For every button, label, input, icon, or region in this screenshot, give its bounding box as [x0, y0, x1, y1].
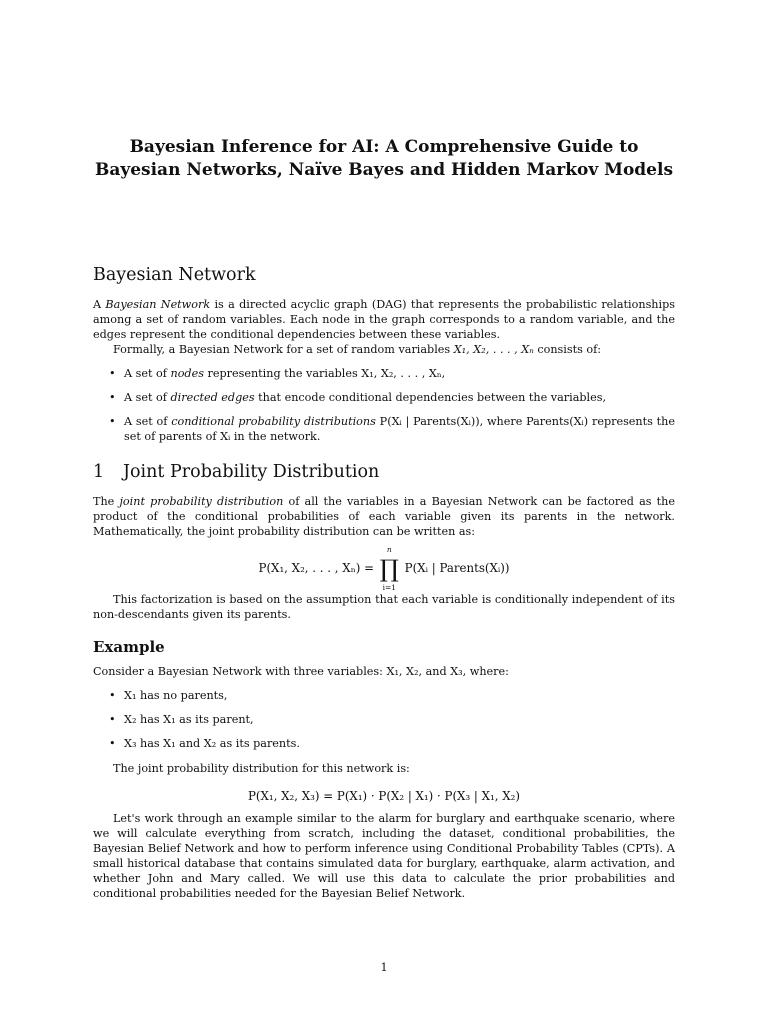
page-number: 1: [380, 961, 388, 974]
bn-paragraph-2: Formally, a Bayesian Network for a set of random variables X₁, X₂, . . . , Xₙ consists of:: [113, 343, 602, 356]
list-item: • A set of directed edges that encode conditional dependencies between the variables,: [93, 390, 675, 405]
jpd-paragraph-2: This factorization is based on the assumption that each variable is conditionally independent of its non-descendants given its parents.: [93, 593, 675, 621]
section-number: 1: [93, 462, 105, 482]
heading-bayesian-network: Bayesian Network: [93, 265, 256, 285]
bn-paragraph-1: A Bayesian Network is a directed acyclic graph (DAG) that represents the probabilistic relationships among a set of random variables. Each node in the graph corresponds to a random variable, and the edges represent the conditional dependencies between these variables.: [93, 298, 675, 341]
example-list: [93, 688, 675, 760]
paper-title: Bayesian Inference for AI: A Comprehensive Guide to Bayesian Networks, Naïve Bayes and Hidden Markov Models: [94, 137, 674, 180]
example-closing-paragraph: Let's work through an example similar to the alarm for burglary and earthquake scenario, where we will calculate everything from scratch, including the dataset, conditional probabilities, the Bayesian Belief Network and how to perform inference using Conditional Probability Tables (CPTs). A small historical database that contains simulated data for burglary, earthquake, alarm activation, and whether John and Mary called. We will use this data to calculate the prior probabilities and conditional probabilities needed for the Bayesian Belief Network.: [93, 812, 675, 900]
jpd-equation: P(X₁, X₂, . . . , Xₙ) = n ∏ i=1 P(Xᵢ | Parents(Xᵢ)): [258, 545, 510, 592]
product-operator: n ∏ i=1: [379, 545, 399, 592]
list-item: • X₁ has no parents,: [93, 688, 675, 703]
list-item: • A set of nodes representing the variables X₁, X₂, . . . , Xₙ,: [93, 366, 675, 381]
list-item: • A set of conditional probability distributions P(Xᵢ | Parents(Xᵢ)), where Parents(Xᵢ) represents the set of parents of Xᵢ in the network.: [93, 414, 675, 444]
list-item: • X₃ has X₁ and X₂ as its parents.: [93, 736, 675, 751]
list-item: • X₂ has X₁ as its parent,: [93, 712, 675, 727]
example-jpd-line: The joint probability distribution for this network is:: [113, 762, 410, 775]
example-intro: Consider a Bayesian Network with three variables: X₁, X₂, and X₃, where:: [93, 665, 509, 678]
heading-joint-probability: 1 Joint Probability Distribution: [93, 462, 380, 482]
example-equation: P(X₁, X₂, X₃) = P(X₁) · P(X₂ | X₁) · P(X₃ | X₁, X₂): [247, 789, 521, 803]
jpd-paragraph-1: The joint probability distribution of all the variables in a Bayesian Network can be factored as the product of the conditional probabilities of each variable given its parents in the network. Mathematically, the joint probability distribution can be written as:: [93, 495, 675, 538]
bn-components-list: [93, 366, 675, 453]
heading-example: Example: [93, 638, 165, 656]
